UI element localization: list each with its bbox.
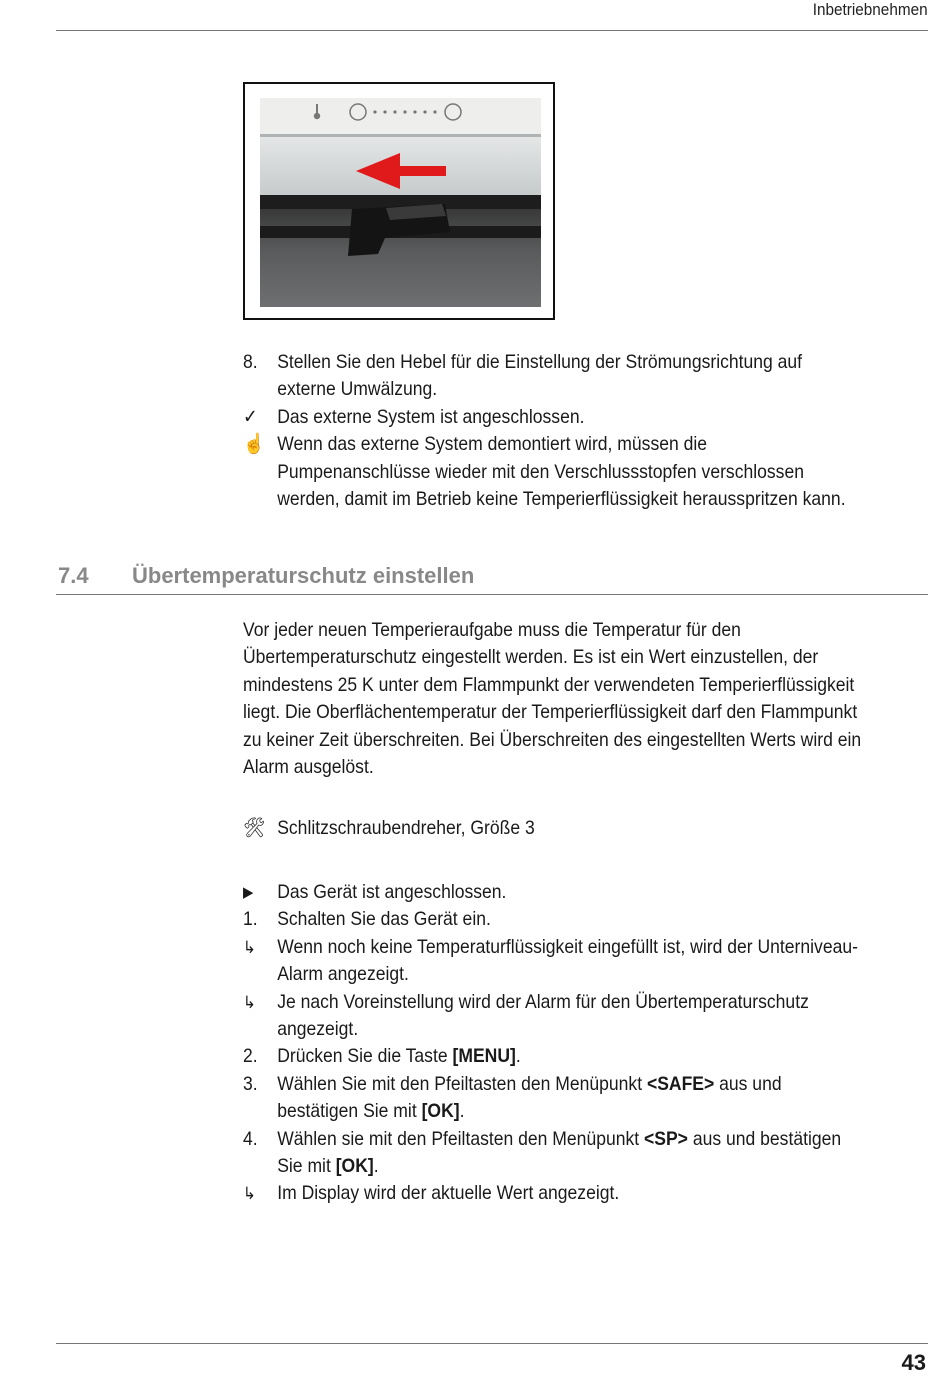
device-lever-photo (260, 98, 541, 307)
footer-rule (56, 1343, 928, 1344)
result-text: Wenn noch keine Temperaturflüssigkeit eingefüllt ist, wird der Unterniveau-Alarm angezeigt. (277, 935, 858, 986)
step-text: Wählen sie mit den Pfeiltasten den Menüpunkt <SP> aus und bestätigen Sie mit [OK]. (277, 1127, 842, 1178)
result-item (243, 404, 864, 431)
step-number: 2. (243, 1045, 258, 1068)
header-rule (56, 30, 928, 31)
result-item (243, 934, 864, 989)
step-text: Drücken Sie die Taste [MENU]. (277, 1045, 521, 1068)
result-arrow-icon: ↳ (243, 937, 256, 957)
steps-top-list (243, 349, 864, 513)
tool-requirement (243, 815, 864, 842)
triangle-icon: ▶ (243, 884, 254, 901)
step-number: 8. (243, 351, 258, 373)
pointing-hand-icon: ☝ (243, 433, 265, 456)
step-1 (243, 906, 864, 933)
result-arrow-icon: ↳ (243, 992, 256, 1012)
key-ok: [OK] (421, 1100, 460, 1123)
prerequisite-text: Das Gerät ist angeschlossen. (277, 881, 507, 903)
tool-text: Schlitzschraubendreher, Größe 3 (277, 817, 535, 839)
step-4 (243, 1126, 864, 1181)
result-arrow-icon: ↳ (243, 1184, 256, 1204)
menu-item-safe: <SAFE> (646, 1072, 715, 1095)
step-2 (243, 1043, 864, 1070)
step-number: 4. (243, 1127, 258, 1150)
intro-paragraph: Vor jeder neuen Temperieraufgabe muss die Temperatur für den Übertemperaturschutz eingestellt werden. Es ist ein Wert einzustellen, der mindestens 25 K unter dem Flammpunkt der verwendeten Temperierflüssigkeit liegt. Die Oberflächentemperatur der Temperierflüssigkeit darf den Flammpunkt zu keiner Zeit überschreiten. Bei Überschreiten des eingestellten Werts wird ein Alarm ausgelöst. (243, 619, 862, 779)
note-text: Wenn das externe System demontiert wird, müssen die Pumpenanschlüsse wieder mit den Verschlussstopfen verschlossen werden, damit im Betrieb keine Temperierflüssigkeit herausspritzen kann. (277, 433, 846, 511)
section-number: 7.4 (58, 563, 89, 588)
step-text: Schalten Sie das Gerät ein. (277, 908, 491, 931)
page-number: 43 (901, 1350, 926, 1375)
note-item (243, 431, 864, 513)
step-number: 3. (243, 1072, 258, 1095)
running-header: Inbetriebnehmen (813, 0, 928, 19)
figure-frame (243, 82, 555, 320)
step-3 (243, 1071, 864, 1126)
section-rule (56, 594, 928, 595)
tools-icon: 🛠 (243, 817, 266, 839)
result-text: Das externe System ist angeschlossen. (277, 405, 585, 428)
check-icon: ✓ (243, 405, 258, 428)
result-text: Im Display wird der aktuelle Wert angezeigt. (277, 1182, 620, 1205)
procedure-list (243, 879, 864, 1208)
result-item (243, 1180, 864, 1207)
menu-item-sp: <SP> (644, 1127, 688, 1150)
step-text: Wählen Sie mit den Pfeiltasten den Menüpunkt <SAFE> aus und bestätigen Sie mit [OK]. (277, 1072, 782, 1123)
tool-item (243, 815, 864, 842)
step-number: 1. (243, 908, 258, 931)
section-title: Übertemperaturschutz einstellen (132, 563, 475, 588)
key-ok: [OK] (335, 1155, 374, 1178)
step-text: Stellen Sie den Hebel für die Einstellung der Strömungsrichtung auf externe Umwälzung. (277, 351, 803, 401)
result-item (243, 989, 864, 1044)
prerequisite-item (243, 879, 864, 906)
key-menu: [MENU] (452, 1045, 516, 1068)
result-text: Je nach Voreinstellung wird der Alarm für den Übertemperaturschutz angezeigt. (277, 990, 809, 1041)
step-8 (243, 349, 864, 404)
